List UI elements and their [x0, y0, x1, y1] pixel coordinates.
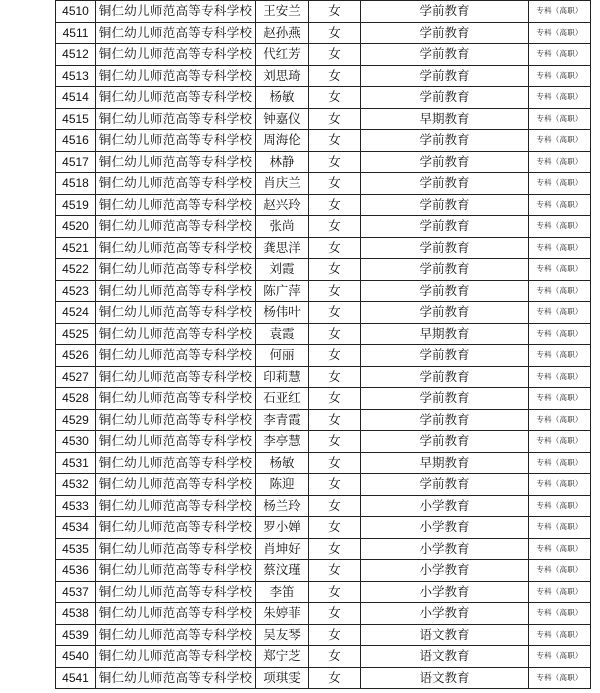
- row-number-cell: 4527: [56, 366, 96, 388]
- row-number-cell: 4518: [56, 173, 96, 195]
- major-cell: 学前教育: [361, 1, 529, 23]
- school-name-cell: 铜仁幼儿师范高等专科学校: [96, 1, 256, 23]
- gender-cell: 女: [309, 1, 361, 23]
- row-number-cell: 4536: [56, 560, 96, 582]
- school-name-cell: 铜仁幼儿师范高等专科学校: [96, 495, 256, 517]
- school-name-cell: 铜仁幼儿师范高等专科学校: [96, 259, 256, 281]
- row-number-cell: 4517: [56, 151, 96, 173]
- row-number-cell: 4529: [56, 409, 96, 431]
- school-name-cell: 铜仁幼儿师范高等专科学校: [96, 603, 256, 625]
- row-number-cell: 4535: [56, 538, 96, 560]
- row-number-cell: 4532: [56, 474, 96, 496]
- school-name-cell: 铜仁幼儿师范高等专科学校: [96, 345, 256, 367]
- gender-cell: 女: [309, 323, 361, 345]
- row-number-cell: 4522: [56, 259, 96, 281]
- table-row: [56, 130, 591, 152]
- table-row: [56, 173, 591, 195]
- education-level-cell: 专科（高职）: [529, 646, 591, 668]
- school-name-cell: 铜仁幼儿师范高等专科学校: [96, 409, 256, 431]
- education-level-cell: 专科（高职）: [529, 560, 591, 582]
- school-name-cell: 铜仁幼儿师范高等专科学校: [96, 323, 256, 345]
- school-name-cell: 铜仁幼儿师范高等专科学校: [96, 173, 256, 195]
- row-number-cell: 4533: [56, 495, 96, 517]
- row-number-cell: 4541: [56, 667, 96, 689]
- student-name-cell: 项琪雯: [256, 667, 309, 689]
- table-row: [56, 560, 591, 582]
- gender-cell: 女: [309, 560, 361, 582]
- gender-cell: 女: [309, 667, 361, 689]
- major-cell: 学前教育: [361, 280, 529, 302]
- student-name-cell: 袁霞: [256, 323, 309, 345]
- school-name-cell: 铜仁幼儿师范高等专科学校: [96, 65, 256, 87]
- education-level-cell: 专科（高职）: [529, 388, 591, 410]
- school-name-cell: 铜仁幼儿师范高等专科学校: [96, 667, 256, 689]
- table-row: [56, 259, 591, 281]
- school-name-cell: 铜仁幼儿师范高等专科学校: [96, 366, 256, 388]
- gender-cell: 女: [309, 603, 361, 625]
- row-number-cell: 4539: [56, 624, 96, 646]
- school-name-cell: 铜仁幼儿师范高等专科学校: [96, 388, 256, 410]
- student-name-cell: 陈广萍: [256, 280, 309, 302]
- education-level-cell: 专科（高职）: [529, 151, 591, 173]
- table-row: [56, 108, 591, 130]
- student-name-cell: 朱婷菲: [256, 603, 309, 625]
- row-number-cell: 4510: [56, 1, 96, 23]
- education-level-cell: 专科（高职）: [529, 517, 591, 539]
- school-name-cell: 铜仁幼儿师范高等专科学校: [96, 151, 256, 173]
- major-cell: 小学教育: [361, 603, 529, 625]
- school-name-cell: 铜仁幼儿师范高等专科学校: [96, 280, 256, 302]
- row-number-cell: 4534: [56, 517, 96, 539]
- education-level-cell: 专科（高职）: [529, 345, 591, 367]
- gender-cell: 女: [309, 646, 361, 668]
- table-row: [56, 216, 591, 238]
- student-name-cell: 刘思琦: [256, 65, 309, 87]
- row-number-cell: 4528: [56, 388, 96, 410]
- row-number-cell: 4512: [56, 44, 96, 66]
- education-level-cell: 专科（高职）: [529, 65, 591, 87]
- student-name-cell: 李笛: [256, 581, 309, 603]
- gender-cell: 女: [309, 280, 361, 302]
- student-name-cell: 石亚红: [256, 388, 309, 410]
- major-cell: 学前教育: [361, 409, 529, 431]
- education-level-cell: 专科（高职）: [529, 216, 591, 238]
- gender-cell: 女: [309, 108, 361, 130]
- education-level-cell: 专科（高职）: [529, 87, 591, 109]
- gender-cell: 女: [309, 624, 361, 646]
- major-cell: 学前教育: [361, 87, 529, 109]
- gender-cell: 女: [309, 173, 361, 195]
- gender-cell: 女: [309, 259, 361, 281]
- major-cell: 早期教育: [361, 452, 529, 474]
- school-name-cell: 铜仁幼儿师范高等专科学校: [96, 87, 256, 109]
- major-cell: 学前教育: [361, 130, 529, 152]
- table-row: [56, 151, 591, 173]
- major-cell: 学前教育: [361, 65, 529, 87]
- school-name-cell: 铜仁幼儿师范高等专科学校: [96, 216, 256, 238]
- row-number-cell: 4515: [56, 108, 96, 130]
- school-name-cell: 铜仁幼儿师范高等专科学校: [96, 560, 256, 582]
- table-row: [56, 22, 591, 44]
- table-row: [56, 517, 591, 539]
- student-name-cell: 肖庆兰: [256, 173, 309, 195]
- student-name-cell: 罗小婵: [256, 517, 309, 539]
- major-cell: 语文教育: [361, 646, 529, 668]
- table-row: [56, 624, 591, 646]
- gender-cell: 女: [309, 474, 361, 496]
- major-cell: 早期教育: [361, 323, 529, 345]
- table-row: [56, 667, 591, 689]
- major-cell: 学前教育: [361, 388, 529, 410]
- major-cell: 小学教育: [361, 517, 529, 539]
- education-level-cell: 专科（高职）: [529, 474, 591, 496]
- major-cell: 学前教育: [361, 216, 529, 238]
- table-row: [56, 87, 591, 109]
- major-cell: 学前教育: [361, 431, 529, 453]
- row-number-cell: 4523: [56, 280, 96, 302]
- student-name-cell: 钟嘉仪: [256, 108, 309, 130]
- school-name-cell: 铜仁幼儿师范高等专科学校: [96, 624, 256, 646]
- gender-cell: 女: [309, 130, 361, 152]
- school-name-cell: 铜仁幼儿师范高等专科学校: [96, 130, 256, 152]
- student-name-cell: 印莉慧: [256, 366, 309, 388]
- major-cell: 学前教育: [361, 173, 529, 195]
- major-cell: 小学教育: [361, 538, 529, 560]
- gender-cell: 女: [309, 237, 361, 259]
- major-cell: 学前教育: [361, 44, 529, 66]
- table-row: [56, 409, 591, 431]
- school-name-cell: 铜仁幼儿师范高等专科学校: [96, 452, 256, 474]
- school-name-cell: 铜仁幼儿师范高等专科学校: [96, 431, 256, 453]
- education-level-cell: 专科（高职）: [529, 1, 591, 23]
- education-level-cell: 专科（高职）: [529, 323, 591, 345]
- education-level-cell: 专科（高职）: [529, 667, 591, 689]
- education-level-cell: 专科（高职）: [529, 173, 591, 195]
- row-number-cell: 4537: [56, 581, 96, 603]
- student-name-cell: 李青霞: [256, 409, 309, 431]
- row-number-cell: 4513: [56, 65, 96, 87]
- student-name-cell: 陈迎: [256, 474, 309, 496]
- student-name-cell: 郑宁芝: [256, 646, 309, 668]
- student-name-cell: 杨敏: [256, 452, 309, 474]
- row-number-cell: 4538: [56, 603, 96, 625]
- table-row: [56, 65, 591, 87]
- row-number-cell: 4520: [56, 216, 96, 238]
- table-row: [56, 1, 591, 23]
- education-level-cell: 专科（高职）: [529, 581, 591, 603]
- student-name-cell: 林静: [256, 151, 309, 173]
- row-number-cell: 4511: [56, 22, 96, 44]
- school-name-cell: 铜仁幼儿师范高等专科学校: [96, 538, 256, 560]
- school-name-cell: 铜仁幼儿师范高等专科学校: [96, 474, 256, 496]
- major-cell: 学前教育: [361, 194, 529, 216]
- row-number-cell: 4530: [56, 431, 96, 453]
- major-cell: 小学教育: [361, 581, 529, 603]
- student-name-cell: 周海伦: [256, 130, 309, 152]
- table-row: [56, 237, 591, 259]
- table-row: [56, 345, 591, 367]
- major-cell: 学前教育: [361, 237, 529, 259]
- gender-cell: 女: [309, 452, 361, 474]
- school-name-cell: 铜仁幼儿师范高等专科学校: [96, 581, 256, 603]
- row-number-cell: 4521: [56, 237, 96, 259]
- student-name-cell: 肖坤好: [256, 538, 309, 560]
- education-level-cell: 专科（高职）: [529, 603, 591, 625]
- major-cell: 学前教育: [361, 22, 529, 44]
- education-level-cell: 专科（高职）: [529, 280, 591, 302]
- table-row: [56, 366, 591, 388]
- education-level-cell: 专科（高职）: [529, 452, 591, 474]
- education-level-cell: 专科（高职）: [529, 538, 591, 560]
- table-row: [56, 388, 591, 410]
- gender-cell: 女: [309, 87, 361, 109]
- student-name-cell: 赵兴玲: [256, 194, 309, 216]
- education-level-cell: 专科（高职）: [529, 431, 591, 453]
- school-name-cell: 铜仁幼儿师范高等专科学校: [96, 237, 256, 259]
- education-level-cell: 专科（高职）: [529, 259, 591, 281]
- row-number-cell: 4525: [56, 323, 96, 345]
- roster-table: [55, 0, 591, 689]
- major-cell: 学前教育: [361, 366, 529, 388]
- student-name-cell: 李亭慧: [256, 431, 309, 453]
- student-name-cell: 赵孙燕: [256, 22, 309, 44]
- education-level-cell: 专科（高职）: [529, 409, 591, 431]
- table-row: [56, 495, 591, 517]
- gender-cell: 女: [309, 22, 361, 44]
- major-cell: 语文教育: [361, 624, 529, 646]
- gender-cell: 女: [309, 151, 361, 173]
- gender-cell: 女: [309, 538, 361, 560]
- major-cell: 早期教育: [361, 108, 529, 130]
- education-level-cell: 专科（高职）: [529, 108, 591, 130]
- gender-cell: 女: [309, 65, 361, 87]
- student-name-cell: 龚思洋: [256, 237, 309, 259]
- table-row: [56, 302, 591, 324]
- table-row: [56, 431, 591, 453]
- education-level-cell: 专科（高职）: [529, 130, 591, 152]
- student-name-cell: 何丽: [256, 345, 309, 367]
- school-name-cell: 铜仁幼儿师范高等专科学校: [96, 646, 256, 668]
- roster-body: [56, 1, 591, 689]
- student-name-cell: 刘霞: [256, 259, 309, 281]
- education-level-cell: 专科（高职）: [529, 194, 591, 216]
- table-row: [56, 538, 591, 560]
- table-row: [56, 474, 591, 496]
- student-name-cell: 代红芳: [256, 44, 309, 66]
- student-name-cell: 张尚: [256, 216, 309, 238]
- school-name-cell: 铜仁幼儿师范高等专科学校: [96, 517, 256, 539]
- table-row: [56, 44, 591, 66]
- major-cell: 小学教育: [361, 495, 529, 517]
- student-name-cell: 杨兰玲: [256, 495, 309, 517]
- gender-cell: 女: [309, 216, 361, 238]
- table-row: [56, 452, 591, 474]
- school-name-cell: 铜仁幼儿师范高等专科学校: [96, 22, 256, 44]
- student-name-cell: 王安兰: [256, 1, 309, 23]
- gender-cell: 女: [309, 366, 361, 388]
- table-row: [56, 280, 591, 302]
- school-name-cell: 铜仁幼儿师范高等专科学校: [96, 194, 256, 216]
- gender-cell: 女: [309, 388, 361, 410]
- student-name-cell: 蔡汶瑾: [256, 560, 309, 582]
- education-level-cell: 专科（高职）: [529, 22, 591, 44]
- gender-cell: 女: [309, 517, 361, 539]
- major-cell: 学前教育: [361, 474, 529, 496]
- education-level-cell: 专科（高职）: [529, 366, 591, 388]
- major-cell: 语文教育: [361, 667, 529, 689]
- row-number-cell: 4531: [56, 452, 96, 474]
- table-row: [56, 323, 591, 345]
- gender-cell: 女: [309, 302, 361, 324]
- education-level-cell: 专科（高职）: [529, 495, 591, 517]
- education-level-cell: 专科（高职）: [529, 624, 591, 646]
- table-row: [56, 194, 591, 216]
- school-name-cell: 铜仁幼儿师范高等专科学校: [96, 302, 256, 324]
- row-number-cell: 4516: [56, 130, 96, 152]
- school-name-cell: 铜仁幼儿师范高等专科学校: [96, 108, 256, 130]
- gender-cell: 女: [309, 345, 361, 367]
- row-number-cell: 4540: [56, 646, 96, 668]
- education-level-cell: 专科（高职）: [529, 44, 591, 66]
- major-cell: 小学教育: [361, 560, 529, 582]
- education-level-cell: 专科（高职）: [529, 237, 591, 259]
- student-name-cell: 吴友琴: [256, 624, 309, 646]
- row-number-cell: 4526: [56, 345, 96, 367]
- gender-cell: 女: [309, 431, 361, 453]
- row-number-cell: 4524: [56, 302, 96, 324]
- school-name-cell: 铜仁幼儿师范高等专科学校: [96, 44, 256, 66]
- major-cell: 学前教育: [361, 345, 529, 367]
- major-cell: 学前教育: [361, 151, 529, 173]
- student-name-cell: 杨伟叶: [256, 302, 309, 324]
- table-row: [56, 646, 591, 668]
- gender-cell: 女: [309, 495, 361, 517]
- gender-cell: 女: [309, 44, 361, 66]
- table-row: [56, 603, 591, 625]
- education-level-cell: 专科（高职）: [529, 302, 591, 324]
- gender-cell: 女: [309, 409, 361, 431]
- major-cell: 学前教育: [361, 259, 529, 281]
- gender-cell: 女: [309, 581, 361, 603]
- row-number-cell: 4514: [56, 87, 96, 109]
- major-cell: 学前教育: [361, 302, 529, 324]
- gender-cell: 女: [309, 194, 361, 216]
- table-row: [56, 581, 591, 603]
- row-number-cell: 4519: [56, 194, 96, 216]
- student-name-cell: 杨敏: [256, 87, 309, 109]
